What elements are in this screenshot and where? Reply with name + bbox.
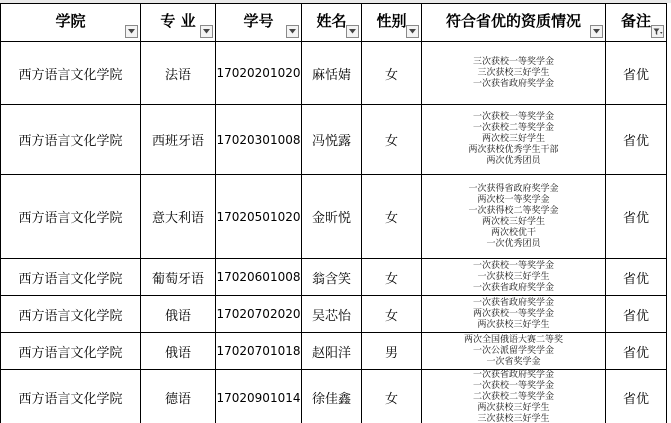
table-row — [1, 105, 667, 175]
table-row — [1, 296, 667, 333]
cell-student-no[interactable]: 17020702020 — [216, 296, 302, 333]
header-name-label: 姓名 — [316, 12, 347, 30]
table-row — [1, 333, 667, 370]
cell-gender[interactable]: 女 — [362, 175, 422, 259]
qualification-line: 两次获校三好学生 — [477, 319, 550, 330]
qualification-line: 三次获校三好学生 — [477, 414, 550, 423]
cell-remark[interactable]: 省优 — [606, 370, 667, 423]
filter-dropdown-icon[interactable] — [200, 25, 213, 38]
qualification-line: 两次校一等奖学金 — [477, 194, 550, 205]
qualification-line: 两次校优干 — [490, 227, 536, 238]
cell-remark[interactable]: 省优 — [606, 105, 667, 175]
qualification-line: 一次获校三好学生 — [477, 271, 550, 282]
qualification-line: 两次校三好学生 — [481, 134, 545, 144]
header-row — [1, 4, 667, 42]
qualification-line: 三次获校三好学生 — [477, 67, 550, 78]
cell-college[interactable]: 西方语言文化学院 — [1, 370, 141, 423]
qualification-line: 两次优秀团员 — [486, 156, 541, 166]
cell-qualifications[interactable] — [422, 259, 606, 296]
qualification-line: 二次获校二等奖学金 — [472, 392, 554, 402]
cell-college[interactable]: 西方语言文化学院 — [1, 333, 141, 370]
table-body — [1, 42, 667, 423]
cell-name[interactable]: 徐佳鑫 — [302, 370, 362, 423]
cell-major[interactable]: 葡萄牙语 — [141, 259, 216, 296]
filter-dropdown-icon[interactable] — [406, 25, 419, 38]
header-student-no — [216, 4, 302, 42]
header-remark-label: 备注 — [620, 12, 651, 30]
cell-major[interactable]: 法语 — [141, 42, 216, 105]
cell-name[interactable]: 赵阳洋 — [302, 333, 362, 370]
qualification-line: 一次获省政府奖学金 — [472, 297, 554, 308]
qualification-line: 一次获校一等奖学金 — [472, 260, 554, 271]
qualification-line: 一次获省政府奖学金 — [472, 370, 554, 380]
cell-student-no[interactable]: 17020501020 — [216, 175, 302, 259]
qualification-line: 一次获校一等奖学金 — [472, 112, 554, 122]
cell-name[interactable]: 金昕悦 — [302, 175, 362, 259]
cell-qualifications[interactable] — [422, 105, 606, 175]
qualification-line: 两次获校三好学生 — [477, 403, 550, 413]
cell-college[interactable]: 西方语言文化学院 — [1, 296, 141, 333]
header-major — [141, 4, 216, 42]
cell-remark[interactable]: 省优 — [606, 259, 667, 296]
cell-major[interactable]: 西班牙语 — [141, 105, 216, 175]
filter-dropdown-icon[interactable] — [590, 25, 603, 38]
qualification-line: 一次获省政府奖学金 — [472, 78, 554, 89]
cell-remark[interactable]: 省优 — [606, 333, 667, 370]
cell-major[interactable]: 意大利语 — [141, 175, 216, 259]
cell-remark[interactable]: 省优 — [606, 42, 667, 105]
header-gender-label: 性别 — [376, 12, 407, 30]
cell-name[interactable]: 翁含笑 — [302, 259, 362, 296]
cell-remark[interactable]: 省优 — [606, 296, 667, 333]
qualification-line: 一次公派留学奖学金 — [472, 345, 554, 356]
filter-dropdown-icon[interactable] — [286, 25, 299, 38]
qualification-line: 两次全国俄语大赛二等奖 — [463, 334, 563, 345]
cell-major[interactable]: 德语 — [141, 370, 216, 423]
cell-qualifications[interactable] — [422, 370, 606, 423]
qualification-line: 一次获校二等奖学金 — [472, 123, 554, 133]
filter-dropdown-icon[interactable] — [346, 25, 359, 38]
qualification-line: 两次校三好学生 — [481, 216, 545, 227]
cell-college[interactable]: 西方语言文化学院 — [1, 42, 141, 105]
cell-qualifications[interactable] — [422, 296, 606, 333]
cell-gender[interactable]: 女 — [362, 105, 422, 175]
cell-major[interactable]: 俄语 — [141, 333, 216, 370]
cell-gender[interactable]: 女 — [362, 259, 422, 296]
table-row — [1, 175, 667, 259]
header-name — [302, 4, 362, 42]
cell-major[interactable]: 俄语 — [141, 296, 216, 333]
header-student-no-label: 学号 — [243, 12, 274, 30]
header-college-label: 学院 — [55, 12, 86, 30]
cell-student-no[interactable]: 17020901014 — [216, 370, 302, 423]
header-gender — [362, 4, 422, 42]
qualification-line: 一次省奖学金 — [486, 356, 541, 367]
header-college — [1, 4, 141, 42]
qualification-line: 两次获校一等奖学金 — [472, 308, 554, 319]
cell-student-no[interactable]: 17020601008 — [216, 259, 302, 296]
qualification-line: 一次获省政府奖学金 — [472, 282, 554, 293]
filter-dropdown-icon[interactable] — [125, 25, 138, 38]
cell-name[interactable]: 麻恬婧 — [302, 42, 362, 105]
cell-qualifications[interactable] — [422, 175, 606, 259]
cell-remark[interactable]: 省优 — [606, 175, 667, 259]
cell-student-no[interactable]: 17020701018 — [216, 333, 302, 370]
cell-gender[interactable]: 女 — [362, 296, 422, 333]
cell-name[interactable]: 吴芯怡 — [302, 296, 362, 333]
cell-student-no[interactable]: 17020301008 — [216, 105, 302, 175]
table-row — [1, 370, 667, 423]
student-table — [0, 3, 667, 423]
qualification-line: 一次优秀团员 — [486, 238, 541, 249]
table-row — [1, 259, 667, 296]
qualification-line: 三次获校一等奖学金 — [472, 56, 554, 67]
cell-college[interactable]: 西方语言文化学院 — [1, 259, 141, 296]
header-qualifications — [422, 4, 606, 42]
table-row — [1, 42, 667, 105]
cell-gender[interactable]: 女 — [362, 42, 422, 105]
qualification-line: 一次获校一等奖学金 — [472, 381, 554, 391]
cell-gender[interactable]: 男 — [362, 333, 422, 370]
qualification-line: 一次获得省政府奖学金 — [468, 183, 559, 194]
cell-college[interactable]: 西方语言文化学院 — [1, 105, 141, 175]
filter-active-icon[interactable] — [651, 25, 664, 38]
header-remark — [606, 4, 667, 42]
cell-college[interactable]: 西方语言文化学院 — [1, 175, 141, 259]
cell-qualifications[interactable] — [422, 333, 606, 370]
cell-student-no[interactable]: 17020201020 — [216, 42, 302, 105]
qualification-line: 一次获得校二等奖学金 — [468, 205, 559, 216]
cell-qualifications[interactable] — [422, 42, 606, 105]
cell-gender[interactable]: 女 — [362, 370, 422, 423]
cell-name[interactable]: 冯悦露 — [302, 105, 362, 175]
header-major-label: 专 业 — [160, 12, 196, 30]
qualification-line: 两次获校优秀学生干部 — [468, 145, 559, 155]
header-qualifications-label: 符合省优的资质情况 — [445, 12, 581, 30]
